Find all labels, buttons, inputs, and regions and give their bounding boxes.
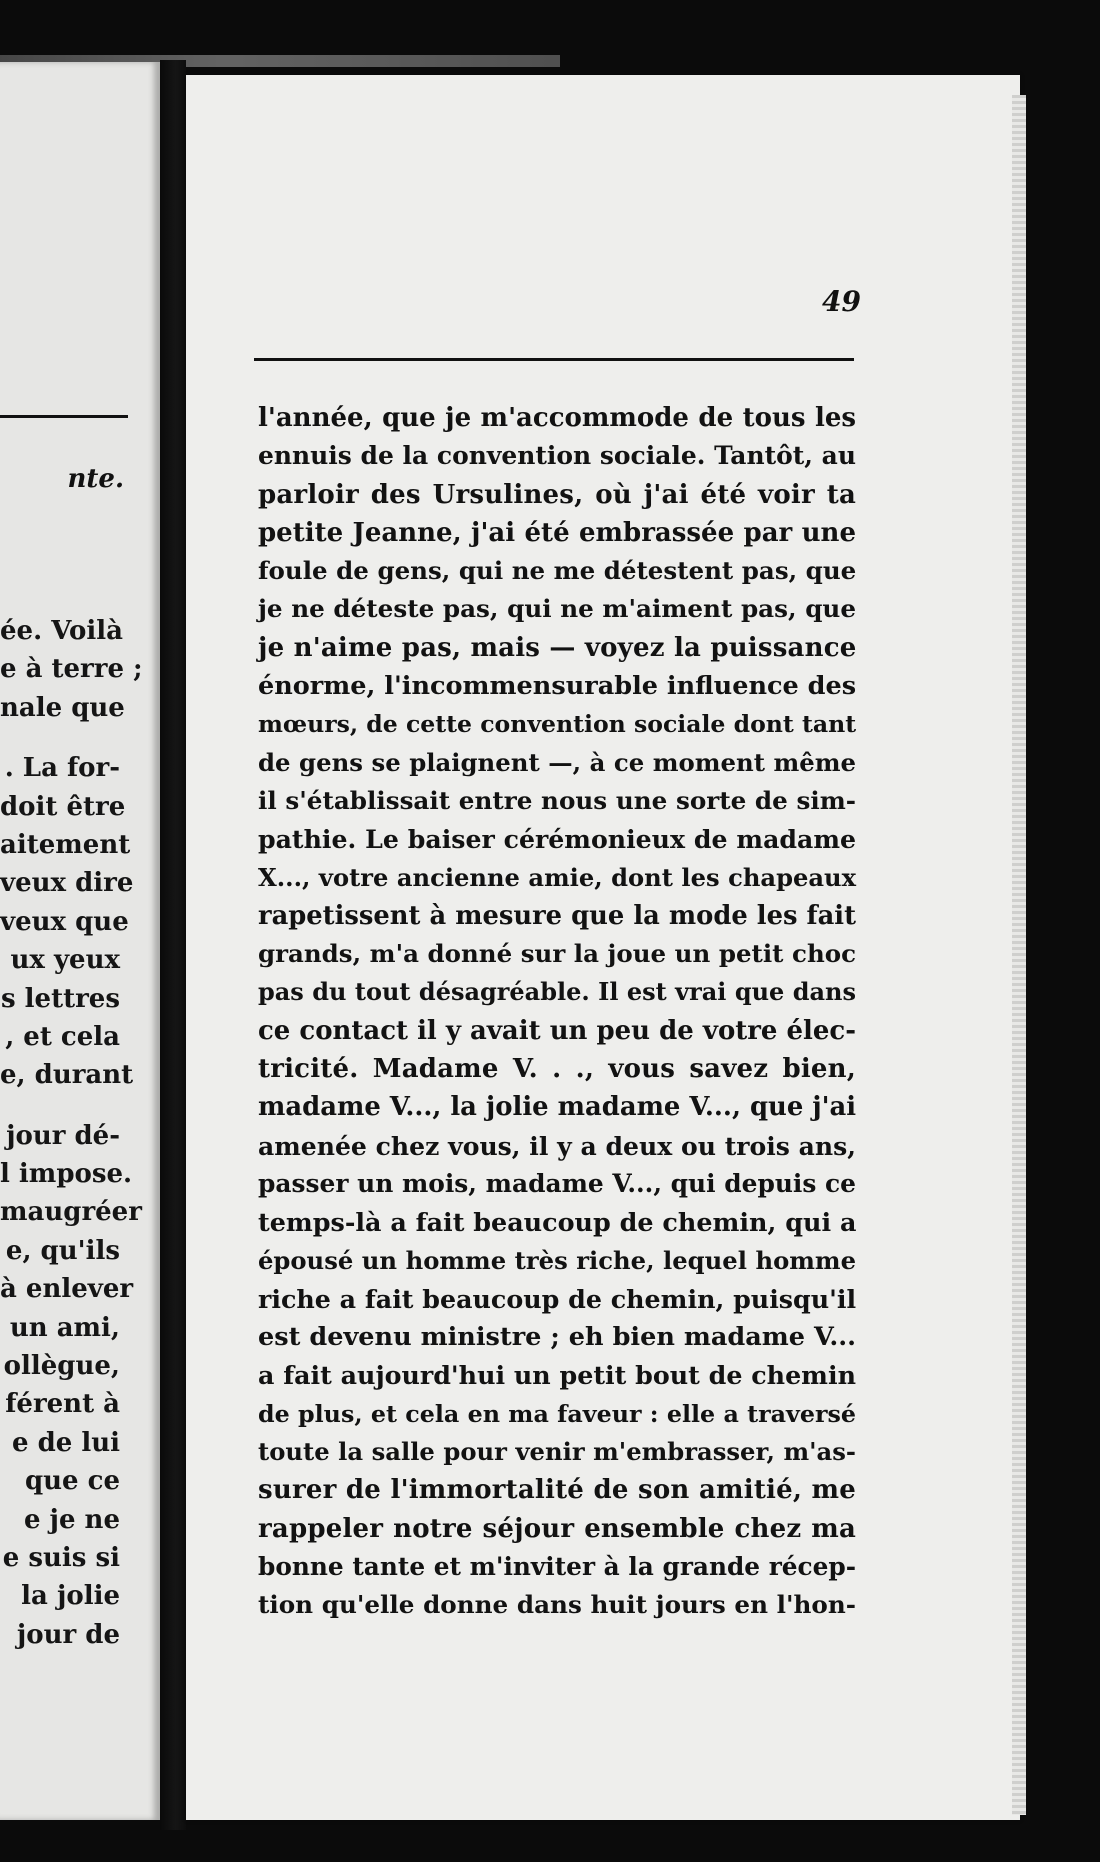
text-line: un ami, bbox=[9, 1312, 120, 1343]
paragraph-gap bbox=[0, 727, 120, 749]
text-line: je n'aime pas, mais — voyez la puissance bbox=[258, 632, 857, 663]
text-line: grands, m'a donné sur la joue un petit choc bbox=[258, 939, 856, 969]
text-line: veux dire bbox=[0, 868, 134, 899]
text-line: pathie. Le baiser cérémonieux de madame bbox=[258, 824, 856, 855]
text-line: est devenu ministre ; eh bien madame V... bbox=[258, 1322, 856, 1353]
text-line: passer un mois, madame V..., qui depuis ce bbox=[258, 1168, 857, 1198]
text-line: e je ne bbox=[23, 1504, 120, 1535]
text-line: foule de gens, qui ne me détestent pas, que bbox=[258, 556, 857, 586]
text-line: e, durant bbox=[0, 1060, 134, 1091]
text-line: mœurs, de cette convention sociale dont tant bbox=[258, 710, 857, 739]
text-line: pas du tout désagréable. Il est vrai que dans bbox=[258, 977, 856, 1007]
text-line: e à terre ; bbox=[0, 654, 143, 685]
text-line: tion qu'elle donne dans huit jours en l'hon- bbox=[258, 1590, 856, 1620]
text-line: épousé un homme très riche, lequel homme bbox=[258, 1245, 856, 1275]
book-spine-gutter bbox=[160, 60, 186, 1830]
paragraph-gap bbox=[0, 1095, 120, 1117]
page-stack-edge bbox=[1012, 95, 1026, 1815]
text-line: maugréer bbox=[0, 1197, 142, 1228]
text-line: tricité. Madame V. . ., vous savez bien, bbox=[258, 1054, 856, 1085]
text-line: riche a fait beaucoup de chemin, puisqu'il bbox=[258, 1283, 857, 1314]
previous-page-text-fragment bbox=[0, 612, 143, 1654]
text-line: que ce bbox=[24, 1466, 120, 1497]
text-line: nale que bbox=[0, 692, 125, 723]
text-line: je ne déteste pas, qui ne m'aiment pas, que bbox=[258, 594, 856, 624]
text-line: a fait aujourd'hui un petit bout de chemin bbox=[258, 1360, 856, 1391]
text-line: ux yeux bbox=[10, 945, 120, 976]
page-header-rule bbox=[254, 358, 854, 361]
page-number: 49 bbox=[822, 285, 861, 318]
text-line: bonne tante et m'inviter à la grande récep- bbox=[258, 1551, 857, 1581]
text-line: l impose. bbox=[0, 1159, 133, 1190]
text-line: jour dé- bbox=[6, 1120, 120, 1151]
text-line: temps-là a fait beaucoup de chemin, qui a bbox=[258, 1207, 857, 1238]
text-line: amenée chez vous, il y a deux ou trois ans, bbox=[258, 1130, 856, 1161]
text-line: . La for- bbox=[4, 753, 120, 784]
text-line: doit être bbox=[0, 791, 126, 822]
text-line: jour de bbox=[16, 1619, 120, 1650]
text-line: e de lui bbox=[11, 1427, 120, 1458]
text-line: surer de l'immortalité de son amitié, me bbox=[258, 1475, 856, 1506]
text-line: de gens se plaignent —, à ce moment même bbox=[258, 747, 856, 777]
previous-page-running-head: nte. bbox=[67, 464, 124, 494]
text-line: e, qu'ils bbox=[5, 1235, 120, 1266]
text-line: l'année, que je m'accommode de tous les bbox=[258, 403, 856, 433]
previous-page bbox=[0, 62, 160, 1820]
page-body-text bbox=[258, 399, 856, 1625]
text-line: veux que bbox=[0, 906, 129, 937]
text-line: à enlever bbox=[0, 1274, 134, 1305]
text-line: férent à bbox=[5, 1389, 120, 1420]
text-line: madame V..., la jolie madame V..., que j'ai bbox=[258, 1092, 857, 1123]
text-line: il s'établissait entre nous une sorte de sim- bbox=[258, 785, 856, 815]
text-line: rappeler notre séjour ensemble chez ma bbox=[258, 1513, 856, 1544]
text-line: parloir des Ursulines, où j'ai été voir ta bbox=[258, 479, 856, 510]
previous-page-header-rule bbox=[0, 415, 128, 418]
text-line: énorme, l'incommensurable influence des bbox=[258, 671, 857, 702]
text-line: la jolie bbox=[21, 1581, 120, 1612]
text-line: ollègue, bbox=[3, 1351, 120, 1382]
text-line: rapetissent à mesure que la mode les fait bbox=[258, 900, 856, 931]
text-line: ennuis de la convention sociale. Tantôt, au bbox=[258, 441, 856, 471]
text-line: petite Jeanne, j'ai été embrassée par une bbox=[258, 517, 856, 548]
text-line: de plus, et cela en ma faveur : elle a traversé bbox=[258, 1399, 856, 1428]
text-line: ée. Voilà bbox=[0, 616, 123, 646]
text-line: ce contact il y avait un peu de votre élec- bbox=[258, 1015, 856, 1046]
text-line: aitement bbox=[0, 829, 131, 860]
text-line: toute la salle pour venir m'embrasser, m'as- bbox=[258, 1437, 856, 1467]
text-line: , et cela bbox=[5, 1021, 120, 1052]
text-line: s lettres bbox=[0, 983, 120, 1014]
text-line: X..., votre ancienne amie, dont les chapeaux bbox=[258, 862, 856, 892]
text-line: e suis si bbox=[2, 1542, 120, 1573]
